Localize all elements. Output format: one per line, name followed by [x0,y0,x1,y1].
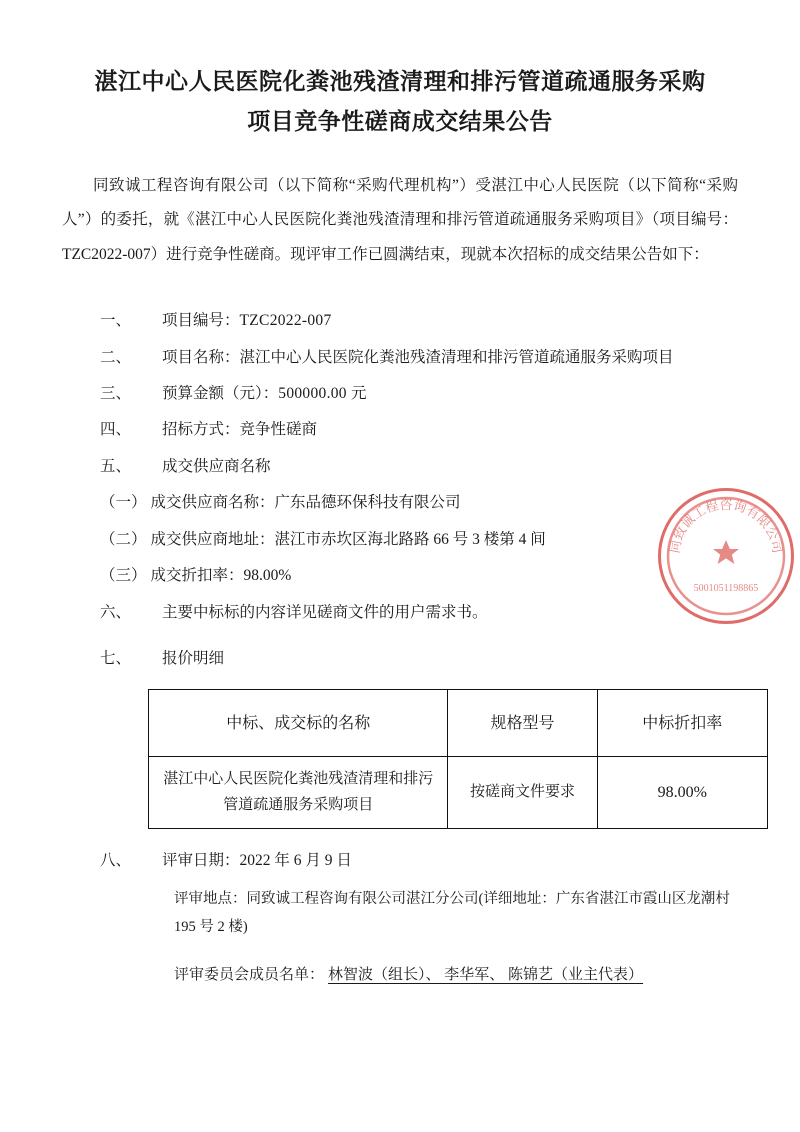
item-number: 四、 [100,421,132,439]
list-item [62,449,738,485]
item-label: 评审日期： [162,852,240,870]
item-text: 成交供应商名称 [162,457,271,475]
item-label: 成交折扣率： [150,567,244,585]
item-text [162,340,738,376]
item-value: TZC2022-007 [239,312,332,330]
list-item [62,558,738,594]
intro-paragraph [62,169,738,274]
list-item [62,843,738,879]
review-place-value: 同致诚工程咨询有限公司湛江分公司(详细地址：广东省湛江市霞山区龙潮村 195 号 2 楼) [174,890,730,936]
title-line-1: 湛江中心人民医院化粪池残渣清理和排污管道疏通服务采购 [94,69,706,94]
table-cell-spec: 按磋商文件要求 [448,757,597,829]
item-label: 成交供应商名称： [150,494,275,512]
item-value: 湛江中心人民医院化粪池残渣清理和排污管道疏通服务采购项目 [239,348,674,366]
item-number: 八、 [100,852,132,870]
intro-text: 同致诚工程咨询有限公司（以下简称“采购代理机构”）受湛江中心人民医院（以下简称“采购人”）的委托，就《湛江中心人民医院化粪池残渣清理和排污管道疏通服务采购项目》（项目编号：TZC2022-007）进行竞争性磋商。现评审工作已圆满结束，现就本次招标的成交结果公告如下： [62,176,738,264]
after-table-section [62,843,738,992]
item-number: （一） [100,494,147,512]
item-text [151,522,738,558]
seal-icon [661,491,791,621]
item-text [162,376,738,412]
review-place-label: 评审地点： [174,890,247,907]
item-text: 报价明细 [162,649,225,667]
table-cell-name: 湛江中心人民医院化粪池残渣清理和排污管道疏通服务采购项目 [149,757,448,829]
review-place-text [174,885,738,942]
company-seal-stamp [658,488,794,624]
item-value: 500000.00 元 [278,384,367,402]
table-header-cell: 规格型号 [448,690,597,757]
item-label: 成交供应商地址： [150,530,275,548]
item-value: 2022 年 6 月 9 日 [239,852,352,870]
page-title [80,62,720,143]
list-item [62,340,738,376]
item-text [162,412,738,448]
table-header-cell: 中标折扣率 [597,690,767,757]
item-label: 预算金额（元）： [162,384,279,402]
list-item [62,412,738,448]
table-header-cell: 中标、成交标的名称 [149,690,448,757]
list-item [62,485,738,521]
table-cell-rate: 98.00% [597,757,767,829]
item-text [162,843,738,879]
item-text [151,558,738,594]
item-number: 七、 [100,649,132,667]
list-item [62,522,738,558]
title-line-2: 项目竞争性磋商成交结果公告 [247,109,553,135]
item-label: 招标方式： [162,421,240,439]
seal-inner [661,491,791,621]
item-label: 项目编号： [162,312,240,330]
list-item [62,641,738,677]
item-number: 六、 [100,603,132,621]
item-number: 二、 [100,348,132,366]
svg-text:同致诚工程咨询有限公司: 同致诚工程咨询有限公司 [666,497,786,555]
item-number: 五、 [100,457,132,475]
item-value: 湛江市赤坎区海北路路 66 号 3 楼第 4 间 [274,530,546,548]
svg-text:5001051198865: 5001051198865 [693,583,759,594]
quote-table-wrapper [148,689,768,829]
list-item [62,376,738,412]
table-row [149,757,768,829]
table-header-row [149,690,768,757]
item-value: 98.00% [243,567,292,585]
item-text [162,303,738,339]
items-list [62,303,738,677]
item-text [151,485,738,521]
review-place [62,885,738,942]
quote-table [148,689,768,829]
committee-label: 评审委员会成员名单： [174,966,325,983]
item-number: 三、 [100,384,132,402]
list-item [62,303,738,339]
item-number: 一、 [100,312,132,330]
item-number: （二） [100,530,147,548]
item-label: 项目名称： [162,348,240,366]
committee-value: 林智波（组长）、 李华军、 陈锦艺（业主代表） [328,966,644,983]
item-value: 竞争性磋商 [239,421,318,439]
item-value: 广东品德环保科技有限公司 [274,494,461,512]
item-number: （三） [100,567,147,585]
list-item [62,595,738,631]
item-text: 主要中标标的内容详见磋商文件的用户需求书。 [162,603,488,621]
committee-members [62,958,738,993]
